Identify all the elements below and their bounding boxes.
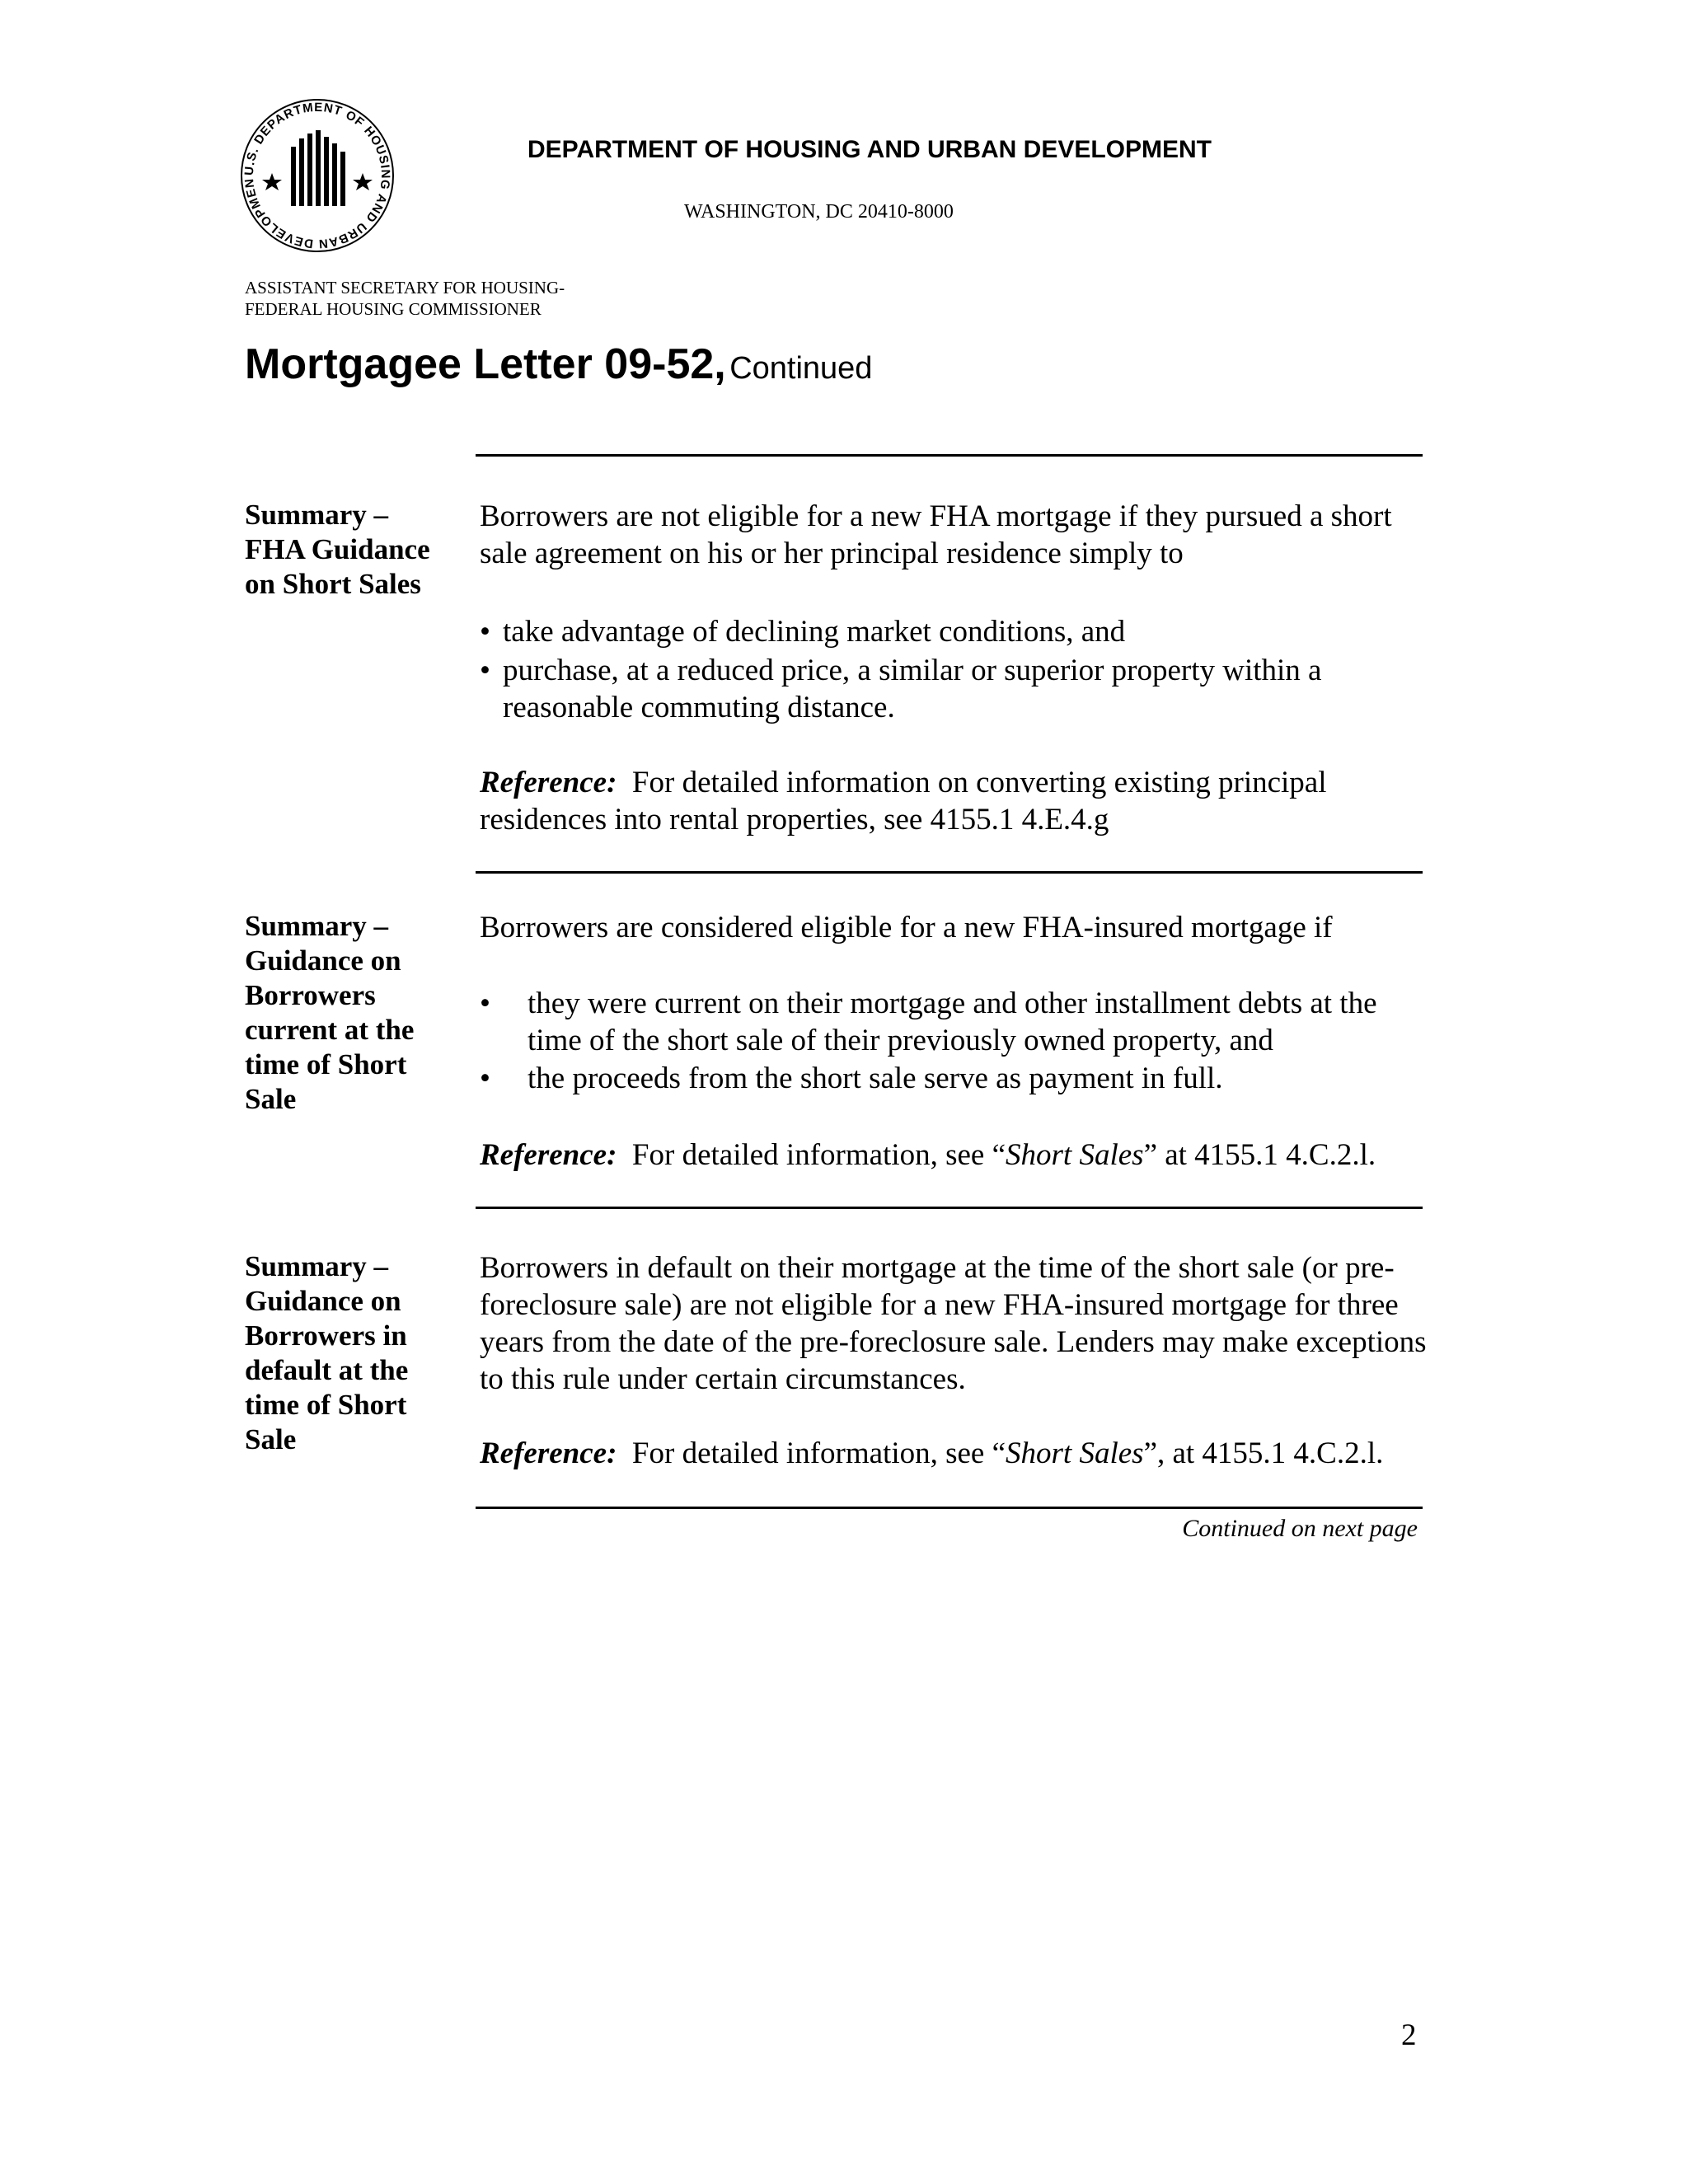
reference-text: For detailed information, see “	[631, 1436, 1006, 1470]
heading-line: Summary –	[245, 1250, 389, 1282]
page-title	[245, 340, 872, 389]
bullet-text: time of the short sale of their previously owned property, and	[528, 1024, 1273, 1057]
bullet-text: the proceeds from the short sale serve as payment in full.	[528, 1062, 1223, 1095]
bullet-item	[480, 652, 1469, 726]
letter-title: Mortgagee Letter 09-52,	[245, 340, 726, 388]
paragraph-line: to this rule under certain circumstances.	[480, 1362, 966, 1396]
bullet-text: they were current on their mortgage and other installment debts at the	[528, 987, 1377, 1020]
heading-line: Sale	[245, 1423, 297, 1455]
section-divider	[476, 871, 1423, 874]
reference-text: For detailed information, see “	[631, 1138, 1006, 1172]
bullet-icon: •	[480, 615, 490, 649]
bullet-icon: •	[480, 987, 490, 1020]
heading-line: Sale	[245, 1083, 297, 1115]
reference-title: Short Sales	[1006, 1436, 1144, 1470]
reference-label: Reference:	[480, 766, 617, 799]
reference-block	[480, 764, 1551, 838]
heading-line: on Short Sales	[245, 568, 421, 600]
bullet-text: purchase, at a reduced price, a similar or superior property within a	[503, 654, 1322, 687]
hud-seal-logo	[239, 97, 396, 254]
reference-text: ” at 4155.1 4.C.2.l.	[1143, 1138, 1376, 1172]
reference-text: ”, at 4155.1 4.C.2.l.	[1143, 1436, 1384, 1470]
section-divider	[476, 1507, 1423, 1509]
section-paragraph	[480, 1249, 1551, 1398]
office-line: FEDERAL HOUSING COMMISSIONER	[245, 299, 542, 319]
paragraph-line: Borrowers are considered eligible for a new FHA-insured mortgage if	[480, 911, 1333, 944]
section-heading-borrowers-current	[245, 909, 451, 1117]
bullet-item	[480, 985, 1469, 1059]
paragraph-line: Borrowers in default on their mortgage at the time of the short sale (or pre-	[480, 1251, 1395, 1285]
heading-line: Summary –	[245, 910, 389, 942]
heading-line: Guidance on	[245, 1285, 401, 1317]
heading-line: time of Short	[245, 1389, 407, 1421]
paragraph-line: years from the date of the pre-foreclosure sale. Lenders may make exceptions	[480, 1325, 1427, 1359]
section-heading-borrowers-default	[245, 1249, 451, 1457]
reference-title: Short Sales	[1006, 1138, 1144, 1172]
bullet-item	[480, 613, 1469, 650]
section-divider	[476, 1207, 1423, 1209]
heading-line: FHA Guidance	[245, 533, 430, 565]
heading-line: Borrowers in	[245, 1319, 407, 1352]
reference-block	[480, 1137, 1551, 1174]
reference-text: residences into rental properties, see 4155.1 4.E.4.g	[480, 803, 1109, 837]
section-paragraph	[480, 909, 1551, 946]
reference-text: For detailed information on converting existing principal	[631, 766, 1327, 799]
svg-text:U.S. DEPARTMENT OF HOUSING AND: U.S. DEPARTMENT OF HOUSING AND URBAN DEVELOPMEN	[241, 100, 393, 251]
bullet-item	[480, 1060, 1469, 1097]
title-continued: Continued	[729, 351, 873, 386]
section-heading-fha-guidance	[245, 498, 451, 602]
section-divider	[476, 454, 1423, 457]
bullet-text: take advantage of declining market conditions, and	[503, 615, 1126, 649]
heading-line: current at the	[245, 1014, 415, 1046]
bullet-text: reasonable commuting distance.	[503, 691, 895, 724]
heading-line: Summary –	[245, 499, 389, 531]
office-line: ASSISTANT SECRETARY FOR HOUSING-	[245, 278, 565, 298]
office-name	[245, 277, 565, 320]
reference-label: Reference:	[480, 1138, 617, 1172]
heading-line: Borrowers	[245, 979, 376, 1011]
reference-block	[480, 1435, 1551, 1472]
heading-line: default at the	[245, 1354, 409, 1386]
heading-line: Guidance on	[245, 944, 401, 977]
section-paragraph	[480, 498, 1551, 572]
department-name: DEPARTMENT OF HOUSING AND URBAN DEVELOPMENT	[528, 136, 1212, 163]
page-number: 2	[1401, 2018, 1417, 2052]
department-address: WASHINGTON, DC 20410-8000	[684, 201, 954, 223]
reference-label: Reference:	[480, 1436, 617, 1470]
paragraph-line: Borrowers are not eligible for a new FHA mortgage if they pursued a short	[480, 499, 1392, 533]
paragraph-line: sale agreement on his or her principal residence simply to	[480, 537, 1184, 570]
bullet-icon: •	[480, 654, 490, 687]
continued-note: Continued on next page	[1182, 1515, 1418, 1542]
bullet-icon: •	[480, 1062, 490, 1095]
paragraph-line: foreclosure sale) are not eligible for a new FHA-insured mortgage for three	[480, 1288, 1399, 1322]
heading-line: time of Short	[245, 1048, 407, 1080]
